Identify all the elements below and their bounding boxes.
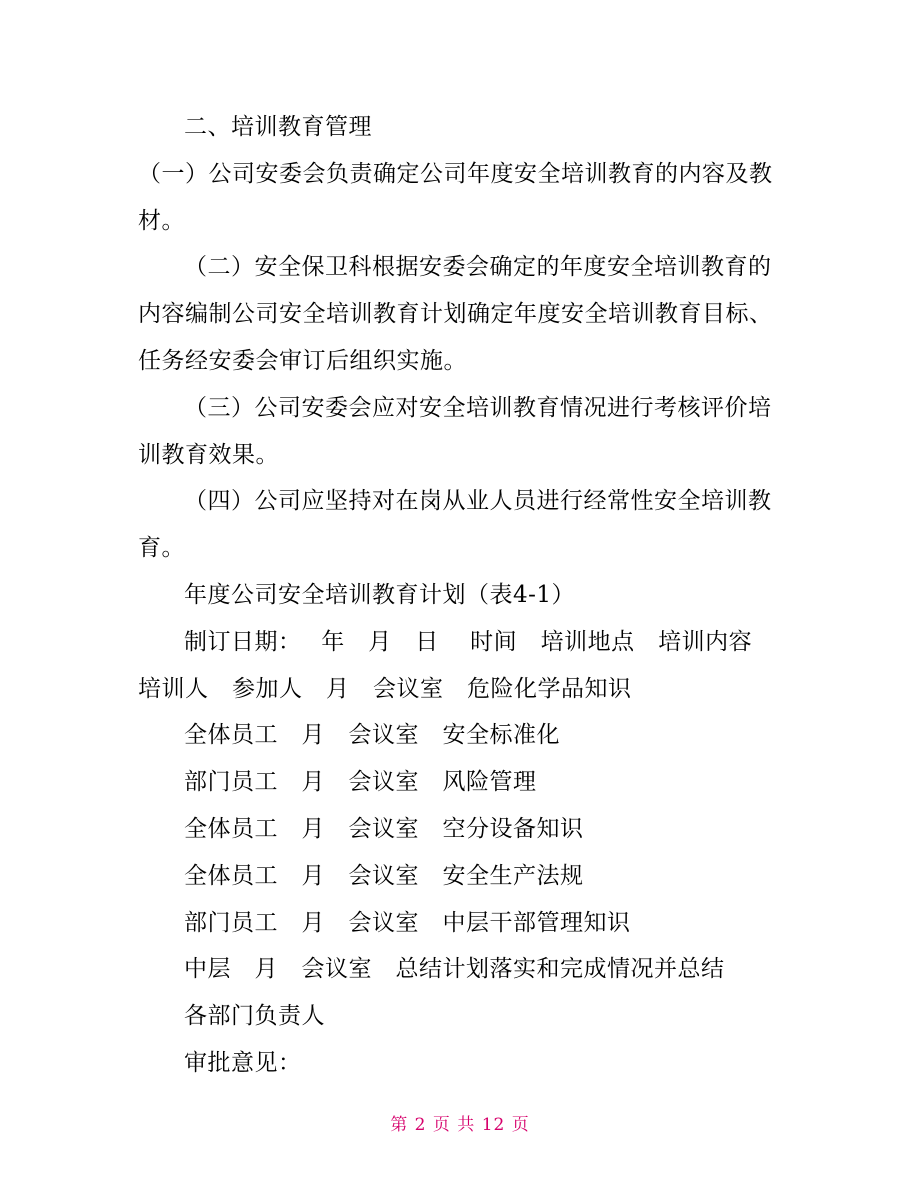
table-row-line: 各部门负责人 xyxy=(184,1003,325,1030)
table-row-line: 全体员工 月 会议室 空分设备知识 xyxy=(184,815,584,842)
paragraph-line: 任务经安委会审订后组织实施。 xyxy=(138,347,467,374)
paragraph-line: 材。 xyxy=(138,207,185,234)
approval-label: 审批意见： xyxy=(184,1049,302,1076)
paragraph-line: （二）安全保卫科根据安委会确定的年度安全培训教育的 xyxy=(184,254,772,281)
document-body xyxy=(138,104,788,1087)
section-heading: 二、培训教育管理 xyxy=(184,114,372,140)
paragraph-line: 内容编制公司安全培训教育计划确定年度安全培训教育目标、 xyxy=(138,301,773,328)
table-title: 年度公司安全培训教育计划（表4-1） xyxy=(184,581,576,608)
table-row-line: 部门员工 月 会议室 中层干部管理知识 xyxy=(184,909,631,936)
table-row-line: 全体员工 月 会议室 安全生产法规 xyxy=(184,862,584,889)
paragraph-line: （一）公司安委会负责确定公司年度安全培训教育的内容及教 xyxy=(138,160,773,187)
table-header-line: 制订日期： 年 月 日 时间 培训地点 培训内容 xyxy=(184,628,753,655)
paragraph-line: 育。 xyxy=(138,535,185,562)
table-row-line: 中层 月 会议室 总结计划落实和完成情况并总结 xyxy=(184,956,725,983)
page-number-footer: 第 2 页 共 12 页 xyxy=(390,1115,530,1135)
paragraph-line: 训教育效果。 xyxy=(138,441,279,468)
table-row-line: 培训人 参加人 月 会议室 危险化学品知识 xyxy=(138,675,632,702)
paragraph-line: （四）公司应坚持对在岗从业人员进行经常性安全培训教 xyxy=(184,488,772,515)
table-row-line: 全体员工 月 会议室 安全标准化 xyxy=(184,722,560,749)
paragraph-line: （三）公司安委会应对安全培训教育情况进行考核评价培 xyxy=(184,394,772,421)
table-row-line: 部门员工 月 会议室 风险管理 xyxy=(184,769,537,796)
